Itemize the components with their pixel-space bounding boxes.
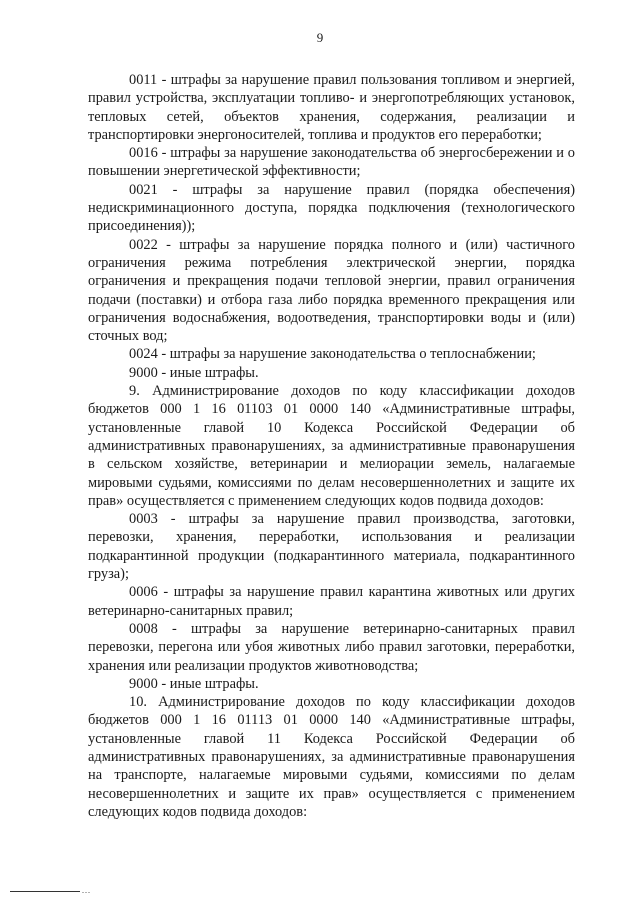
paragraph-code-0003: 0003 - штрафы за нарушение правил производства, заготовки, перевозки, хранения, переработки, использования и реализации подкарантинной продукции (подкарантинного материала, подкарантинного груза); — [88, 511, 575, 583]
paragraph-code-0006: 0006 - штрафы за нарушение правил карантина животных или других ветеринарно-санитарных правил; — [88, 584, 575, 619]
paragraph-code-0016: 0016 - штрафы за нарушение законодательства об энергосбережении и о повышении энергетической эффективности; — [88, 145, 575, 180]
paragraph-section-10: 10. Администрирование доходов по коду классификации доходов бюджетов 000 1 16 01113 01 0000 140 «Административные штрафы, установленные главой 11 Кодекса Российской Федерации об административных правонарушениях, за административные правонарушения на транспорте, налагаемые мировыми судьями, комиссиями по делам несовершеннолетних и защите их прав» осуществляется с применением следующих кодов подвида доходов: — [88, 694, 575, 820]
page-number: 9 — [316, 30, 324, 45]
footer-marks: ... — [82, 886, 91, 895]
footer-rule — [10, 891, 80, 892]
paragraph-code-9000: 9000 - иные штрафы. — [129, 364, 259, 381]
paragraph-code-0008: 0008 - штрафы за нарушение ветеринарно-санитарных правил перевозки, перегона или убоя животных либо правил заготовки, переработки, хранения или реализации продуктов животноводства; — [88, 620, 575, 674]
paragraph-code-0011: 0011 - штрафы за нарушение правил пользования топливом и энергией, правил устройства, эксплуатации топливо- и энергопотребляющих установок, тепловых сетей, объектов хранения, содержания, реализации и транспортировки энергоносителей, топлива и продуктов его переработки; — [88, 72, 575, 143]
paragraph-section-9: 9. Администрирование доходов по коду классификации доходов бюджетов 000 1 16 01103 01 0000 140 «Административные штрафы, установленные главой 10 Кодекса Российской Федерации об административных правонарушениях, за административные правонарушения в сельском хозяйстве, ветеринарии и мелиорации земель, налагаемые мировыми судьями, комиссиями по делам несовершеннолетних и защите их прав» осуществляется с применением следующих кодов подвида доходов: — [88, 383, 575, 509]
document-body — [88, 71, 575, 821]
paragraph-code-0024: 0024 - штрафы за нарушение законодательства о теплоснабжении; — [129, 346, 536, 363]
paragraph-code-0021: 0021 - штрафы за нарушение правил (порядка обеспечения) недискриминационного доступа, порядка подключения (технологического присоединения)); — [88, 181, 575, 235]
paragraph-code-0022: 0022 - штрафы за нарушение порядка полного и (или) частичного ограничения режима потребления электрической энергии, порядка ограничения и прекращения подачи тепловой энергии, правил ограничения подачи (поставки) и отбора газа либо порядка временного прекращения или ограничения водоснабжения, водоотведения, транспортировки воды и (или) сточных вод; — [88, 236, 575, 345]
paragraph-code-9000-second: 9000 - иные штрафы. — [129, 675, 259, 692]
